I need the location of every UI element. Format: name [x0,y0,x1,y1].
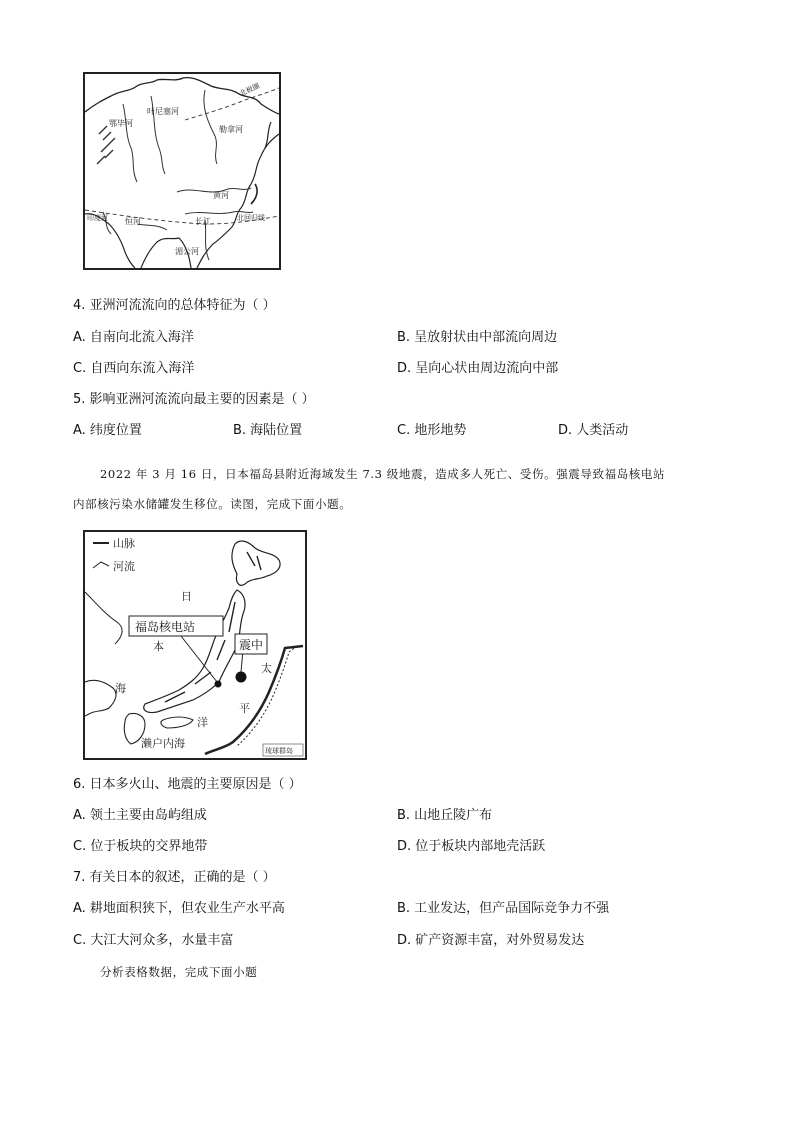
epicenter-dot [236,672,247,683]
fukushima-dot [215,681,222,688]
sea-japan-char-3: 海 [115,682,126,695]
q4-option-b: B. 呈放射状由中部流向周边 [397,330,558,345]
sea-japan-char-2: 本 [153,640,164,653]
legend-river-label: 河流 [113,560,135,573]
ryukyu-label: 琉球群岛 [265,747,293,755]
q5-option-c: C. 地形地势 [397,423,467,438]
label-tropic: 北回归线 [237,214,265,222]
q4-option-c: C. 自西向东流入海洋 [73,361,195,376]
q4-option-d: D. 呈向心状由周边流向中部 [397,361,559,376]
legend-river-symbol [93,562,109,568]
label-arctic-circle: 北极圈 [238,81,261,98]
q6-option-d: D. 位于板块内部地壳活跃 [397,839,546,854]
q7-option-d: D. 矿产资源丰富，对外贸易发达 [397,933,585,948]
q4-option-a: A. 自南向北流入海洋 [73,330,194,345]
pacific-char-3: 洋 [197,716,208,729]
q7-option-b: B. 工业发达，但产品国际竞争力不强 [397,901,610,916]
asia-river-map [83,72,281,270]
label-lena: 勒拿河 [219,125,243,134]
legend-mountain-label: 山脉 [113,537,135,550]
q7-option-c: C. 大江大河众多，水量丰富 [73,933,234,948]
passage-line-1: 2022 年 3 月 16 日，日本福岛县附近海域发生 7.3 级地震，造成多人死亡、受伤。强震导致福岛核电站 [100,467,666,481]
pacific-char-1: 太 [261,662,272,675]
q5-stem: 5. 影响亚洲河流流向最主要的因素是（ ） [73,392,315,407]
seto-inland-sea-label: 濑户内海 [141,737,185,750]
label-yenisei: 叶尼塞河 [147,107,179,116]
japan-map [83,530,307,760]
label-huanghe: 黄河 [213,191,229,200]
sea-japan-char-1: 日 [181,590,192,603]
fukushima-label: 福岛核电站 [135,620,196,634]
label-changjiang: 长江 [195,217,211,226]
label-ganges: 恒河 [125,217,141,226]
q5-option-a: A. 纬度位置 [73,423,142,438]
q4-stem: 4. 亚洲河流流向的总体特征为（ ） [73,298,276,313]
pacific-char-2: 平 [239,702,250,715]
q7-stem: 7. 有关日本的叙述，正确的是（ ） [73,870,276,885]
asia-map-svg [85,74,279,268]
passage-line-2: 内部核污染水储罐发生移位。读图，完成下面小题。 [73,497,352,511]
label-indus: 印度河 [87,214,108,222]
q6-option-b: B. 山地丘陵广布 [397,808,493,823]
japan-map-svg [85,532,305,758]
q6-option-c: C. 位于板块的交界地带 [73,839,208,854]
q6-stem: 6. 日本多火山、地震的主要原因是（ ） [73,777,302,792]
q7-option-a: A. 耕地面积狭下，但农业生产水平高 [73,901,285,916]
q5-option-d: D. 人类活动 [558,423,629,438]
epicenter-label: 震中 [239,638,264,652]
table-intro-line: 分析表格数据，完成下面小题 [100,965,258,979]
label-mekong: 湄公河 [175,247,199,256]
label-ob: 鄂毕河 [109,119,133,128]
q6-option-a: A. 领土主要由岛屿组成 [73,808,207,823]
q5-option-b: B. 海陆位置 [233,423,303,438]
